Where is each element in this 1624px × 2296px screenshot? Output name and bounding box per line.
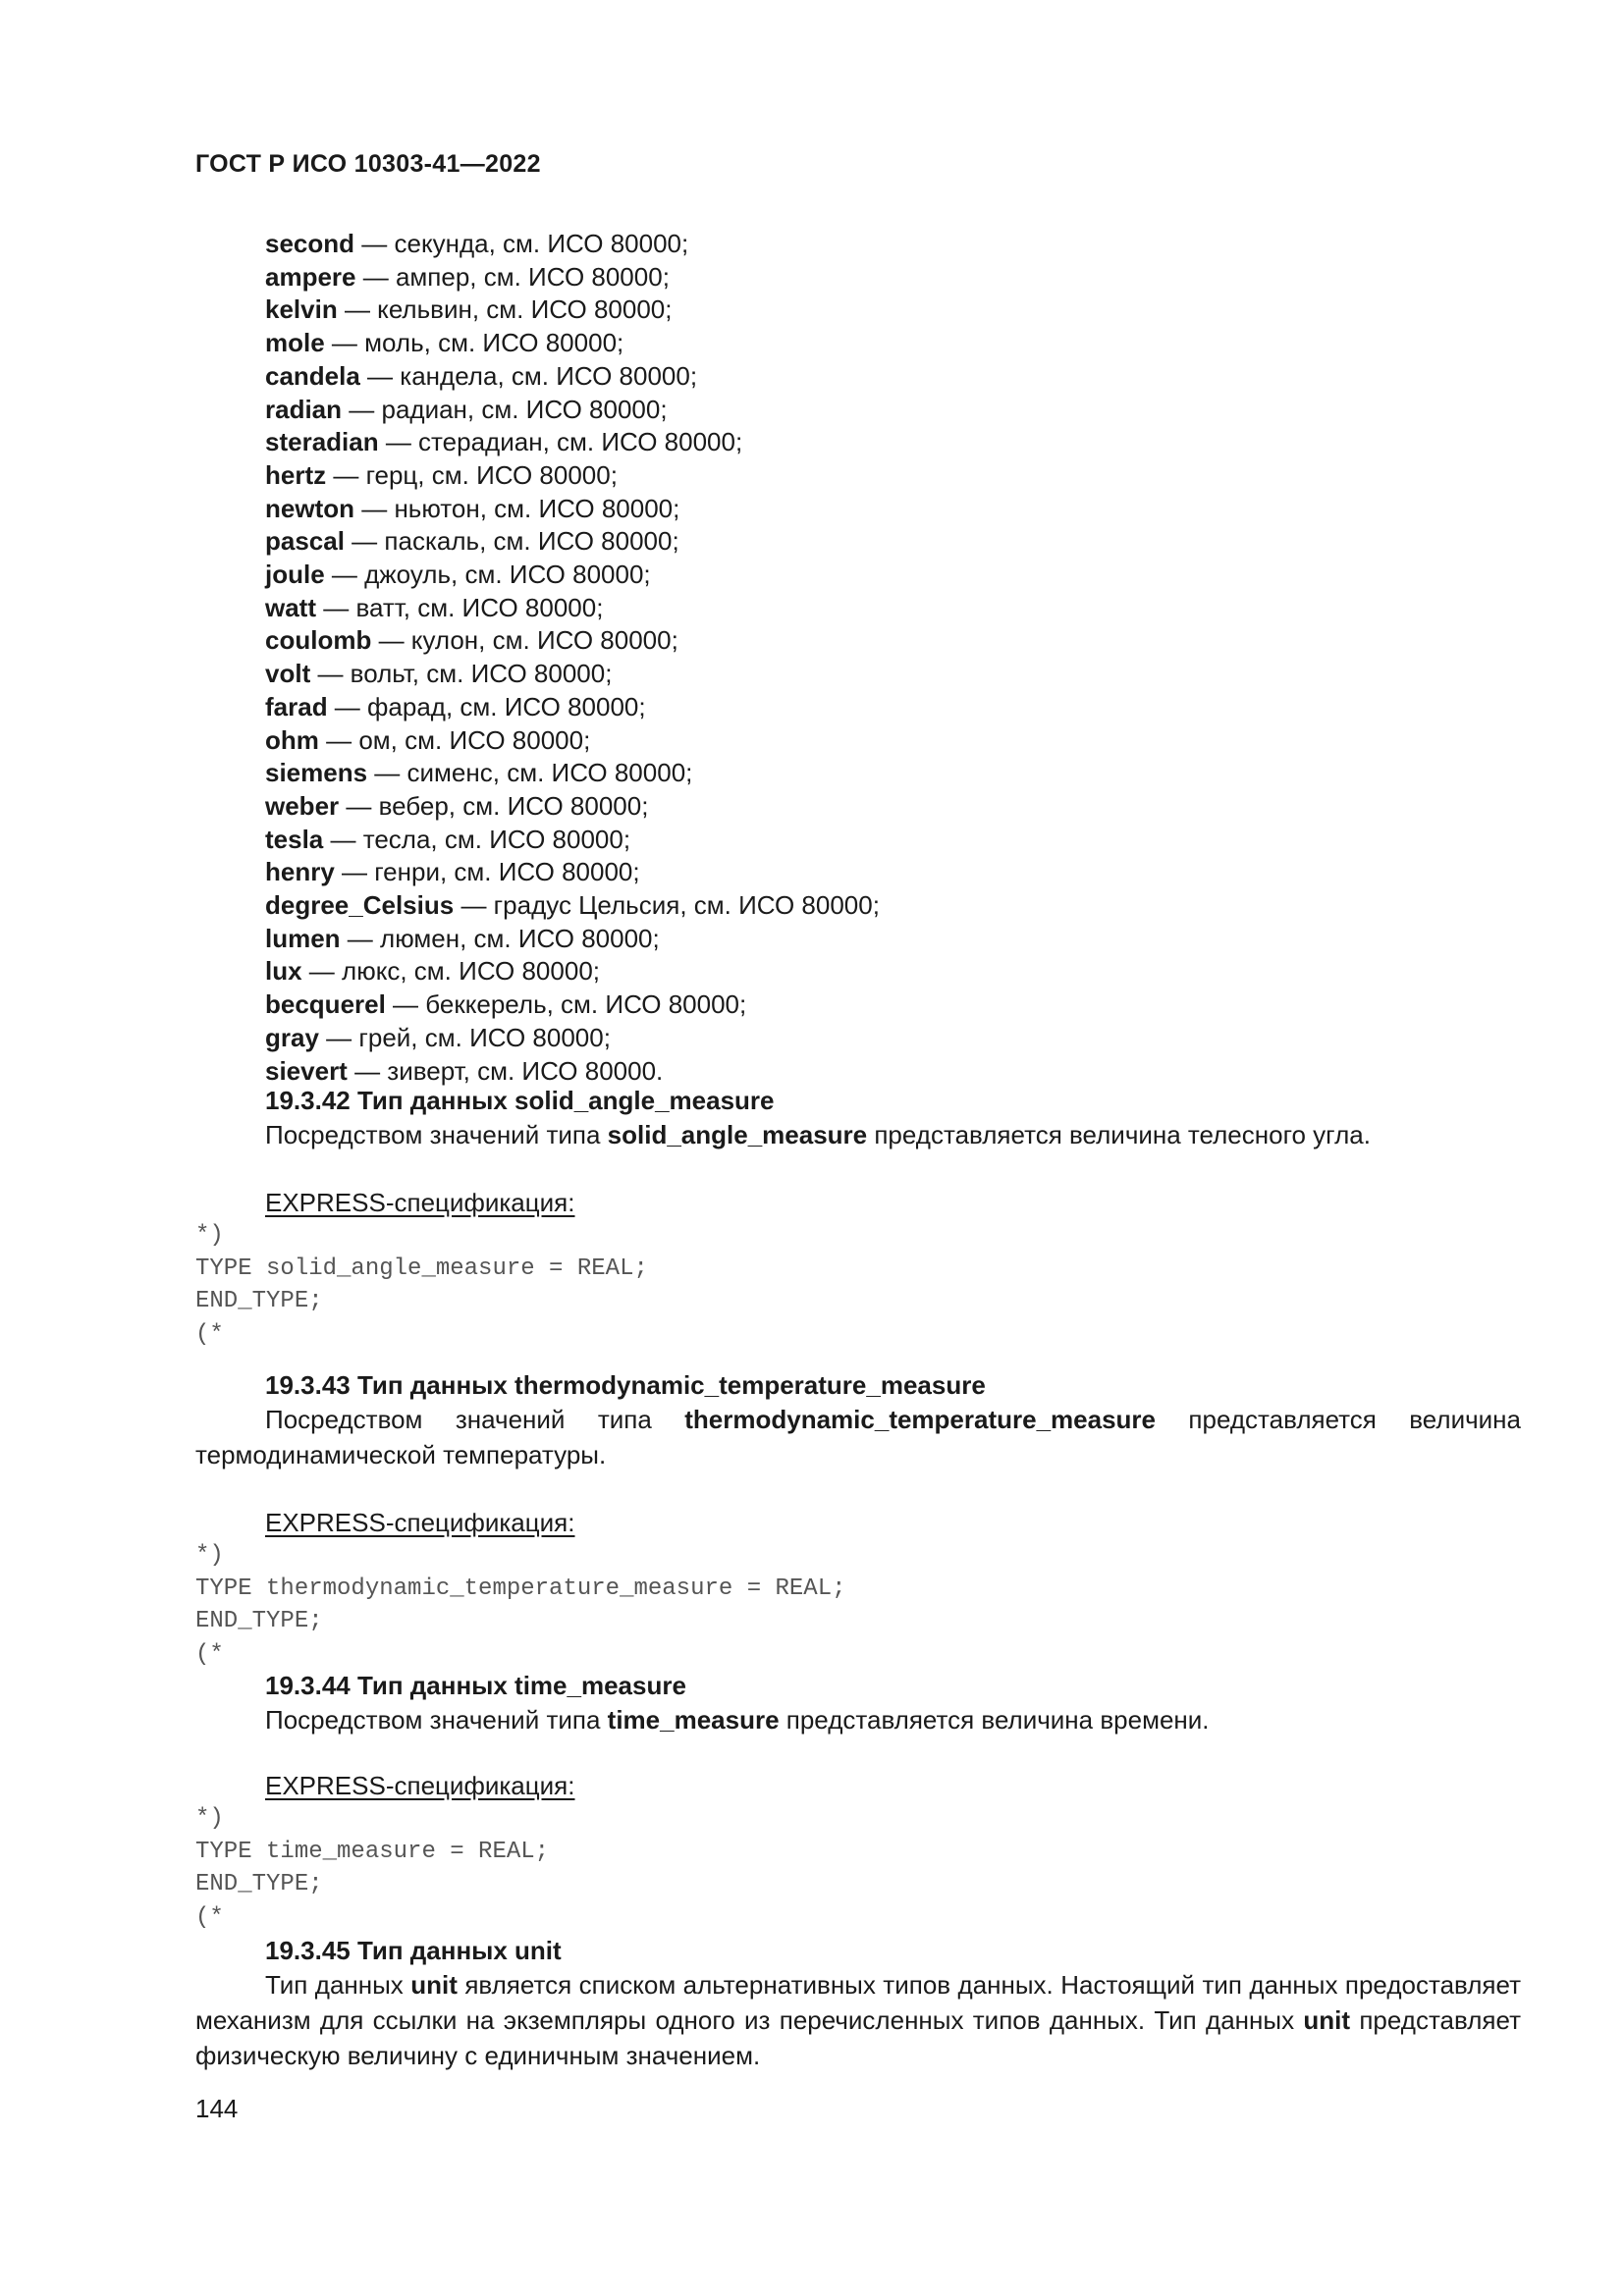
unit-list-item bbox=[265, 824, 1542, 857]
unit-description: — ом, см. ИСО 80000; bbox=[318, 724, 591, 755]
unit-term: joule bbox=[265, 560, 325, 590]
unit-description: — кандела, см. ИСО 80000; bbox=[359, 360, 698, 391]
unit-description: — радиан, см. ИСО 80000; bbox=[342, 394, 668, 424]
section-paragraph: Посредством значений типа time_measure представляется величина времени. bbox=[265, 1705, 1210, 1735]
express-spec-label: EXPRESS-спецификация: bbox=[265, 1508, 575, 1537]
unit-list-item bbox=[265, 724, 1542, 758]
unit-description: — ньютон, см. ИСО 80000; bbox=[354, 493, 680, 523]
unit-list-item bbox=[265, 394, 1542, 427]
unit-list-item bbox=[265, 294, 1542, 327]
unit-description: — генри, см. ИСО 80000; bbox=[334, 857, 640, 887]
unit-list-item bbox=[265, 525, 1542, 559]
unit-description: — кулон, см. ИСО 80000; bbox=[371, 625, 678, 656]
unit-description: — люкс, см. ИСО 80000; bbox=[301, 956, 600, 987]
unit-list-item bbox=[265, 955, 1542, 988]
unit-term: farad bbox=[265, 691, 328, 721]
unit-term: siemens bbox=[265, 758, 368, 788]
section-paragraph: Тип данных unit является списком альтернативных типов данных. Настоящий тип данных предоставляет механизм для ссылки на экземпляры одного из перечисленных типов данных. Тип данных unit представляет физическую величину с единичным значением. bbox=[195, 1970, 1521, 2070]
section-19-3-45 bbox=[195, 1934, 1521, 2073]
unit-term: degree_Celsius bbox=[265, 890, 455, 921]
unit-term: sievert bbox=[265, 1055, 348, 1086]
unit-term: lux bbox=[265, 956, 302, 987]
unit-description: — моль, см. ИСО 80000; bbox=[324, 328, 624, 358]
page-number: 144 bbox=[195, 2094, 239, 2123]
express-code: *) TYPE solid_angle_measure = REAL; END_TYPE; (* bbox=[195, 1222, 648, 1348]
unit-term: candela bbox=[265, 360, 360, 391]
unit-term: lumen bbox=[265, 923, 341, 953]
unit-list-item bbox=[265, 493, 1542, 526]
unit-term: mole bbox=[265, 328, 325, 358]
section-heading: 19.3.44 Тип данных time_measure bbox=[265, 1671, 686, 1700]
unit-description: — фарад, см. ИСО 80000; bbox=[327, 691, 646, 721]
unit-description: — стерадиан, см. ИСО 80000; bbox=[378, 427, 743, 457]
unit-term: radian bbox=[265, 394, 343, 424]
unit-term: ohm bbox=[265, 724, 319, 755]
unit-description: — секунда, см. ИСО 80000; bbox=[354, 229, 689, 258]
unit-list-item bbox=[265, 923, 1542, 956]
unit-list-item bbox=[265, 360, 1542, 394]
unit-list-item bbox=[265, 426, 1542, 459]
unit-term: henry bbox=[265, 857, 335, 887]
express-code: *) TYPE time_measure = REAL; END_TYPE; (* bbox=[195, 1805, 550, 1931]
unit-term: ampere bbox=[265, 261, 356, 292]
unit-term: steradian bbox=[265, 427, 379, 457]
express-spec-label: EXPRESS-спецификация: bbox=[265, 1771, 575, 1800]
unit-list-item bbox=[265, 592, 1542, 625]
unit-list-item bbox=[265, 988, 1542, 1022]
section-heading: 19.3.42 Тип данных solid_angle_measure bbox=[265, 1086, 775, 1115]
unit-description: — грей, см. ИСО 80000; bbox=[318, 1022, 611, 1052]
unit-list-item bbox=[265, 1022, 1542, 1055]
unit-list-item bbox=[265, 889, 1542, 923]
section-paragraph: Посредством значений типа solid_angle_measure представляется величина телесного угла. bbox=[265, 1120, 1371, 1149]
unit-term: coulomb bbox=[265, 625, 372, 656]
unit-list-item bbox=[265, 757, 1542, 790]
unit-list-item bbox=[265, 261, 1542, 294]
unit-term: volt bbox=[265, 659, 311, 689]
unit-term: watt bbox=[265, 592, 316, 622]
unit-description: — ампер, см. ИСО 80000; bbox=[355, 261, 670, 292]
unit-term: pascal bbox=[265, 526, 345, 557]
section-heading: 19.3.45 Тип данных unit bbox=[265, 1936, 562, 1965]
unit-term: tesla bbox=[265, 824, 324, 854]
unit-description: — паскаль, см. ИСО 80000; bbox=[344, 526, 679, 557]
express-spec-label: EXPRESS-спецификация: bbox=[265, 1188, 575, 1217]
section-19-3-44 bbox=[195, 1669, 1521, 1934]
unit-description: — тесла, см. ИСО 80000; bbox=[323, 824, 631, 854]
unit-description: — беккерель, см. ИСО 80000; bbox=[385, 989, 747, 1020]
unit-description: — люмен, см. ИСО 80000; bbox=[340, 923, 660, 953]
unit-description: — ватт, см. ИСО 80000; bbox=[316, 592, 604, 622]
unit-list bbox=[265, 228, 1542, 1088]
unit-description: — вебер, см. ИСО 80000; bbox=[339, 790, 649, 821]
unit-list-item bbox=[265, 658, 1542, 691]
unit-list-item bbox=[265, 459, 1542, 493]
unit-term: gray bbox=[265, 1022, 319, 1052]
unit-description: — градус Цельсия, см. ИСО 80000; bbox=[454, 890, 880, 921]
unit-list-item bbox=[265, 559, 1542, 592]
express-code: *) TYPE thermodynamic_temperature_measure = REAL; END_TYPE; (* bbox=[195, 1542, 846, 1668]
unit-description: — кельвин, см. ИСО 80000; bbox=[337, 294, 673, 325]
unit-term: newton bbox=[265, 493, 354, 523]
unit-description: — сименс, см. ИСО 80000; bbox=[367, 758, 693, 788]
section-19-3-43 bbox=[195, 1368, 1521, 1671]
unit-term: second bbox=[265, 229, 355, 258]
section-heading: 19.3.43 Тип данных thermodynamic_temperature_measure bbox=[265, 1370, 986, 1400]
section-paragraph: Посредством значений типа thermodynamic_temperature_measure представляется величина термодинамической температуры. bbox=[195, 1405, 1521, 1469]
unit-term: kelvin bbox=[265, 294, 338, 325]
unit-term: hertz bbox=[265, 459, 327, 490]
unit-list-item bbox=[265, 691, 1542, 724]
unit-description: — герц, см. ИСО 80000; bbox=[326, 459, 618, 490]
unit-term: becquerel bbox=[265, 989, 386, 1020]
unit-description: — зиверт, см. ИСО 80000. bbox=[347, 1055, 664, 1086]
unit-list-item bbox=[265, 790, 1542, 824]
unit-list-item bbox=[265, 624, 1542, 658]
page-header: ГОСТ Р ИСО 10303-41—2022 bbox=[195, 150, 541, 178]
section-19-3-42 bbox=[195, 1084, 1521, 1351]
unit-list-item bbox=[265, 856, 1542, 889]
unit-list-item bbox=[265, 228, 1542, 261]
unit-description: — джоуль, см. ИСО 80000; bbox=[324, 560, 651, 590]
unit-description: — вольт, см. ИСО 80000; bbox=[310, 659, 613, 689]
unit-list-item bbox=[265, 327, 1542, 360]
unit-term: weber bbox=[265, 790, 340, 821]
